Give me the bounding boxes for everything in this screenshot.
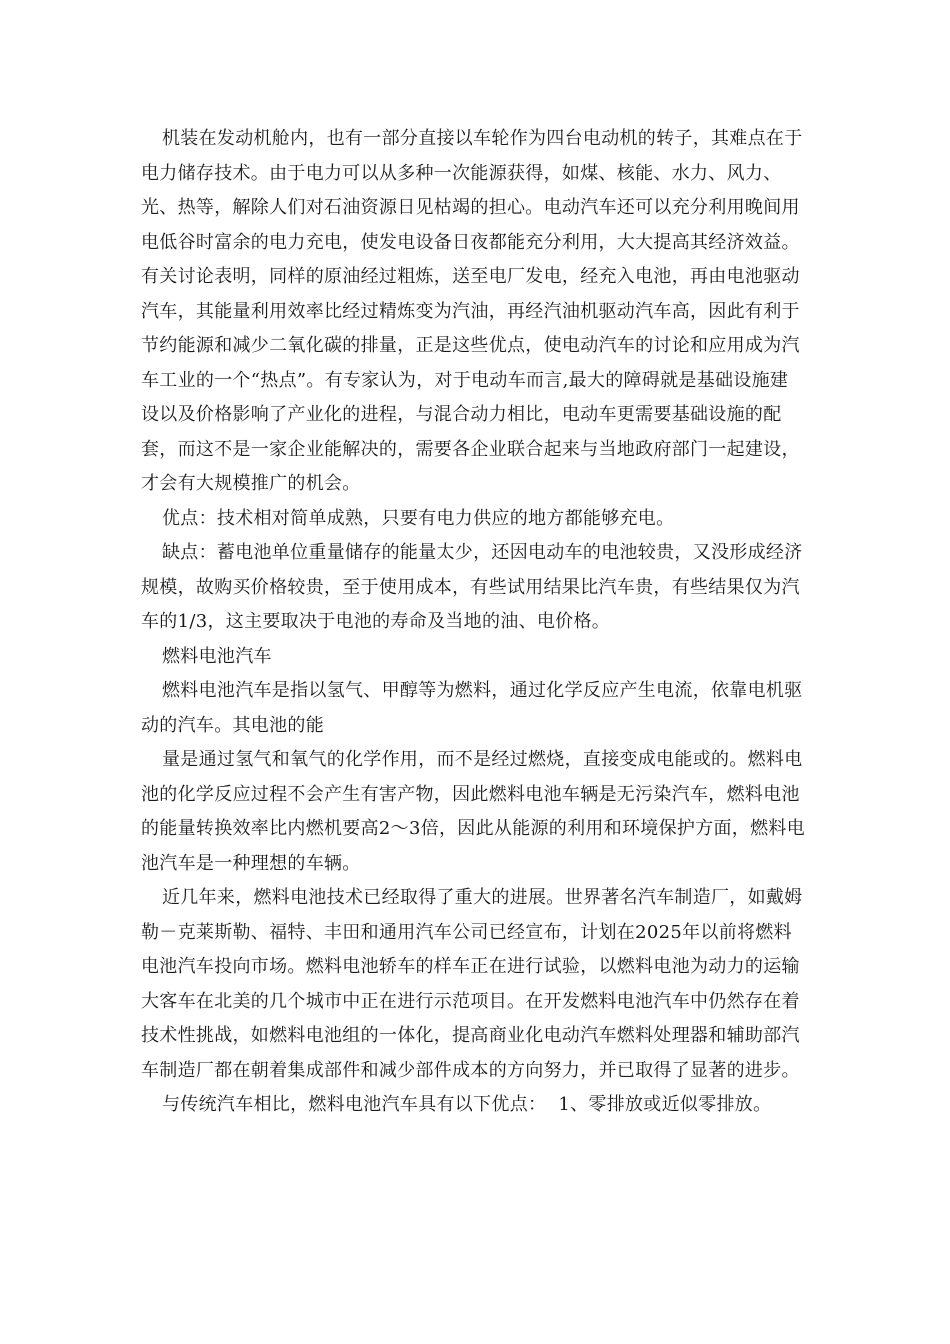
paragraph-fuel-cell-progress: 近几年来，燃料电池技术已经取得了重大的进展。世界著名汽车制造厂，如戴姆勒－克莱斯勒、福特、丰田和通用汽车公司已经宣布，计划在2025年以前将燃料电池汽车投向市场。燃料电池轿车的样车正在进行试验，以燃料电池为动力的运输大客车在北美的几个城市中正在进行示范项目。在开发燃料电池汽车中仍然存在着技术性挑战，如燃料电池组的一体化，提高商业化电动汽车燃料处理器和辅助部汽车制造厂都在朝着集成部件和减少部件成本的方向努力，并已取得了显著的进步。 <box>141 887 803 1081</box>
paragraph-advantages: 优点：技术相对简单成熟，只要有电力供应的地方都能够充电。 <box>162 507 675 529</box>
paragraph-disadvantages: 缺点：蓄电池单位重量储存的能量太少，还因电动车的电池较贵，又没形成经济规模，故购买价格较贵，至于使用成本，有些试用结果比汽车贵，有些结果仅为汽车的1/3，这主要取决于电池的寿命及当地的油、电价格。 <box>141 542 803 632</box>
paragraph-fuel-cell-definition: 燃料电池汽车是指以氢气、甲醇等为燃料，通过化学反应产生电流，依靠电机驱动的汽车。其电池的能 <box>141 680 803 736</box>
paragraph-fuel-cell-energy: 量是通过氢气和氧气的化学作用，而不是经过燃烧，直接变成电能或的。燃料电池的化学反应过程不会产生有害产物，因此燃料电池车辆是无污染汽车，燃料电池的能量转换效率比内燃机要高2～3倍，因此从能源的利用和环境保护方面，燃料电池汽车是一种理想的车辆。 <box>141 749 806 874</box>
paragraph-electric-car-intro: 机装在发动机舱内，也有一部分直接以车轮作为四台电动机的转子，其难点在于电力储存技术。由于电力可以从多种一次能源获得，如煤、核能、水力、风力、光、热等，解除人们对石油资源日见枯竭的担心。电动汽车还可以充分利用晚间用电低谷时富余的电力充电，使发电设备日夜都能充分利用，大大提高其经济效益。有关讨论表明，同样的原油经过粗炼，送至电厂发电，经充入电池，再由电池驱动汽车，其能量利用效率比经过精炼变为汽油，再经汽油机驱动汽车高，因此有利于节约能源和减少二氧化碳的排量，正是这些优点，使电动汽车的讨论和应用成为汽车工业的一个“热点”。有专家认为，对于电动车而言,最大的障碍就是基础设施建设以及价格影响了产业化的进程，与混合动力相比，电动车更需要基础设施的配套，而这不是一家企业能解决的，需要各企业联合起来与当地政府部门一起建设，才会有大规模推广的机会。 <box>141 128 803 494</box>
section-heading-fuel-cell-car: 燃料电池汽车 <box>162 645 272 667</box>
paragraph-fuel-cell-advantages: 与传统汽车相比，燃料电池汽车具有以下优点： 1、零排放或近似零排放。 <box>162 1094 772 1115</box>
document-body <box>141 122 806 1123</box>
